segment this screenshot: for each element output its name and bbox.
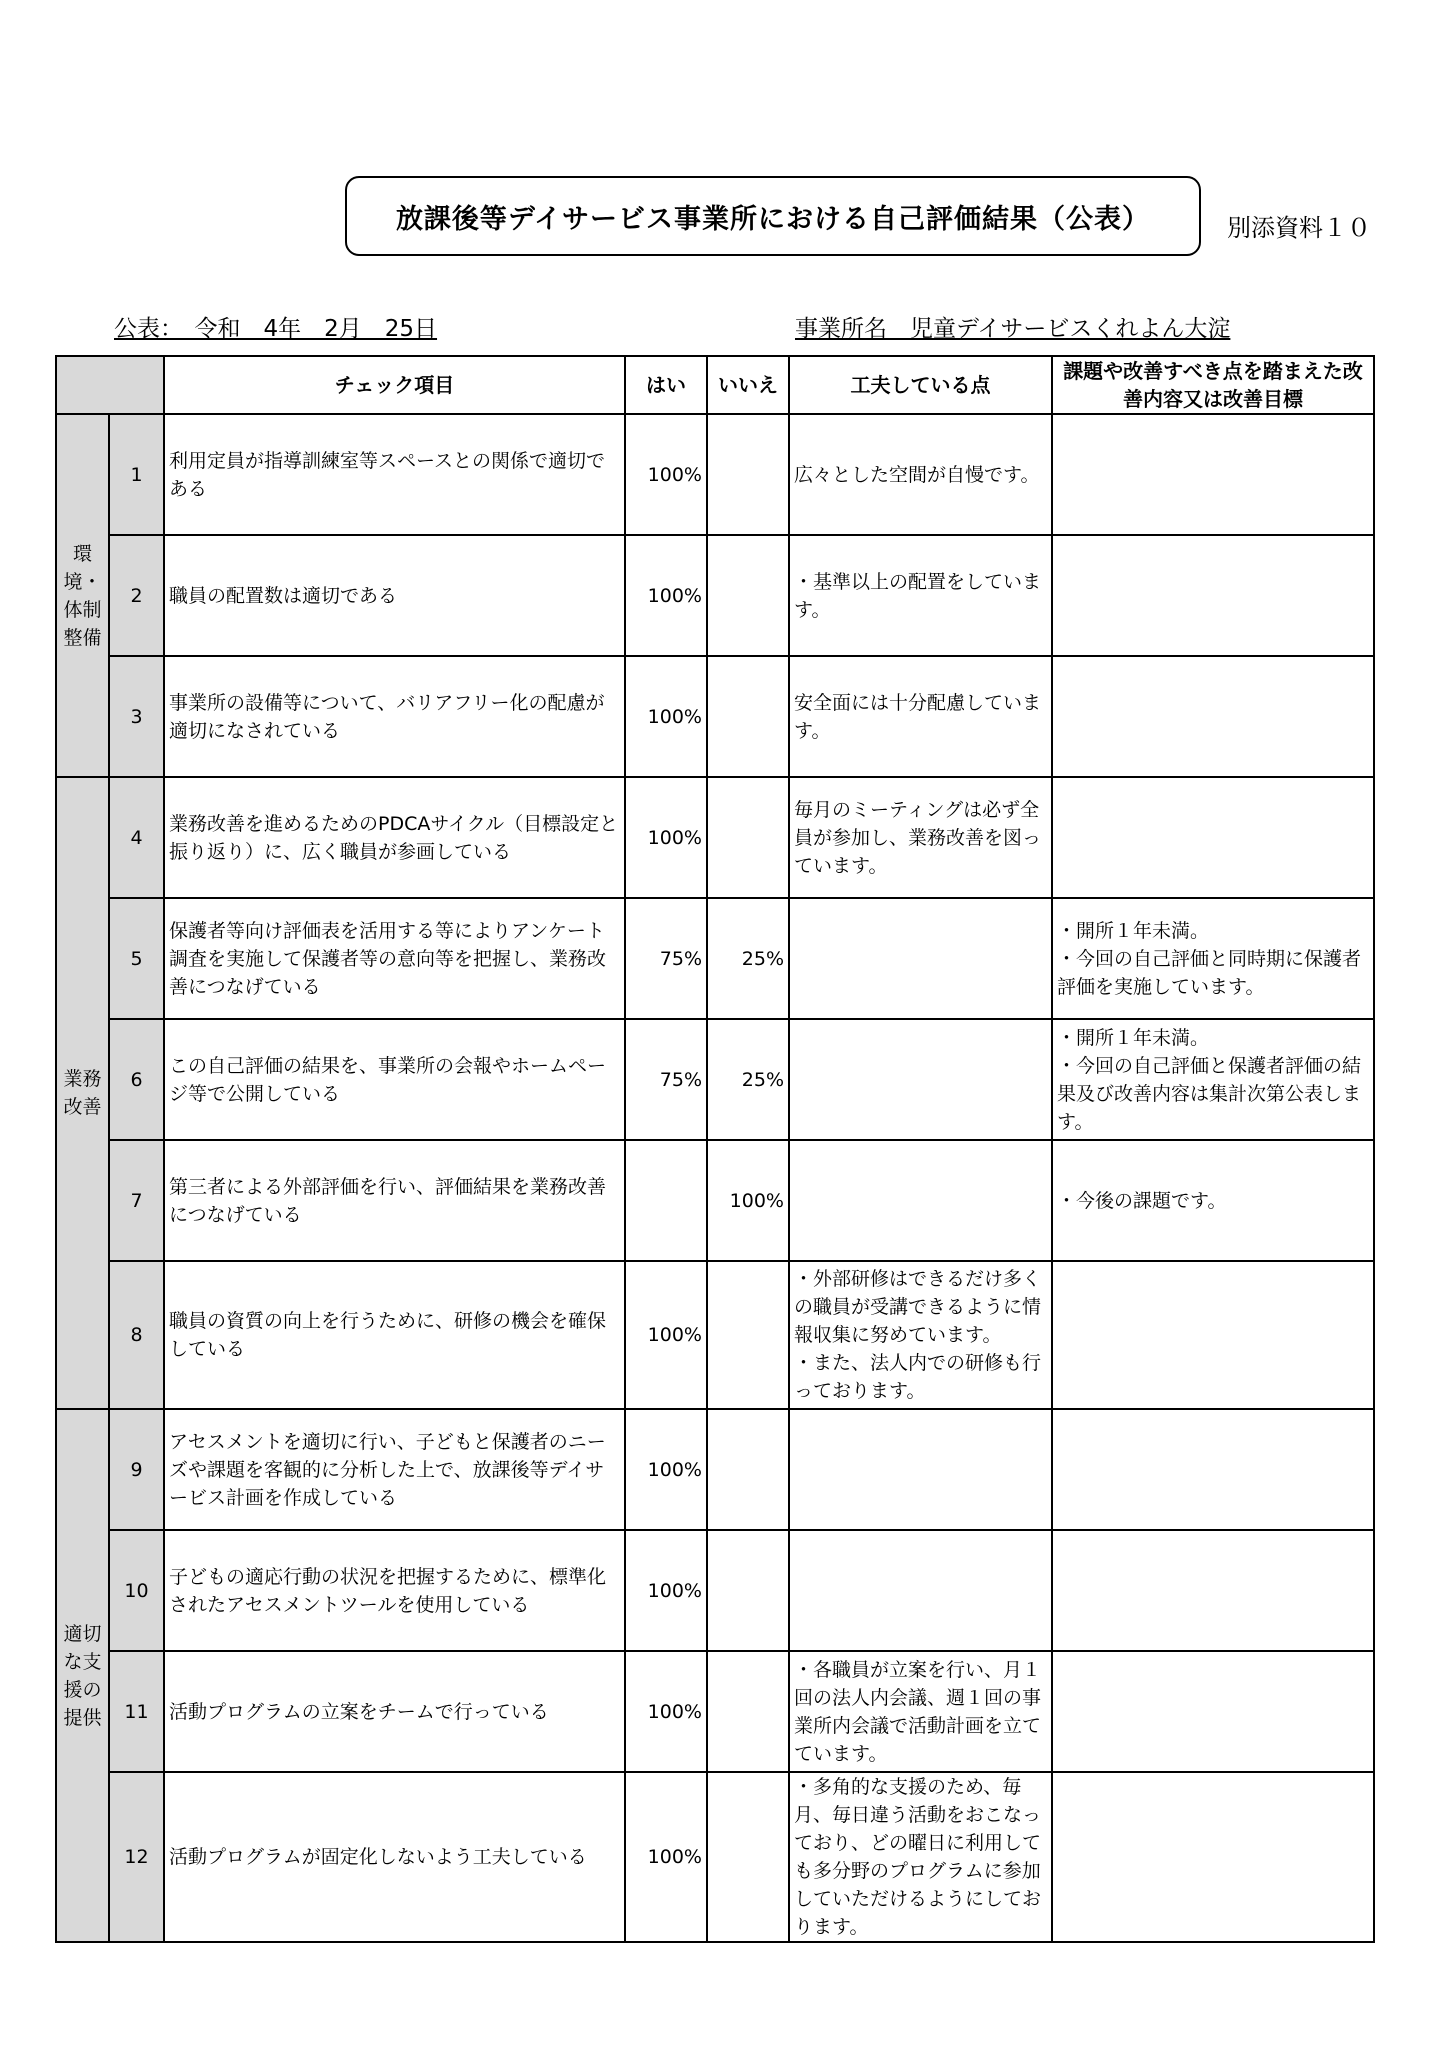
yes-percent: 100% — [625, 1651, 707, 1772]
no-percent — [707, 777, 789, 898]
improvement-note — [1052, 1772, 1374, 1942]
row-number: 1 — [109, 414, 164, 535]
header-effort: 工夫している点 — [789, 356, 1052, 414]
yes-percent: 100% — [625, 1261, 707, 1409]
check-item: 子どもの適応行動の状況を把握するために、標準化されたアセスメントツールを使用している — [164, 1530, 625, 1651]
improvement-note — [1052, 535, 1374, 656]
check-item: 職員の資質の向上を行うために、研修の機会を確保している — [164, 1261, 625, 1409]
yes-percent: 100% — [625, 535, 707, 656]
row-number: 2 — [109, 535, 164, 656]
category-environment: 環境・体制整備 — [56, 414, 109, 777]
effort-note: ・各職員が立案を行い、月１回の法人内会議、週１回の事業所内会議で活動計画を立てています。 — [789, 1651, 1052, 1772]
check-item: 活動プログラムの立案をチームで行っている — [164, 1651, 625, 1772]
no-percent — [707, 1409, 789, 1530]
no-percent: 100% — [707, 1140, 789, 1261]
check-item: アセスメントを適切に行い、子どもと保護者のニーズや課題を客観的に分析した上で、放課後等デイサービス計画を作成している — [164, 1409, 625, 1530]
table-row — [56, 777, 1374, 898]
improvement-note — [1052, 656, 1374, 777]
no-percent — [707, 1530, 789, 1651]
effort-note: 毎月のミーティングは必ず全員が参加し、業務改善を図っています。 — [789, 777, 1052, 898]
row-number: 5 — [109, 898, 164, 1019]
table-row — [56, 1530, 1374, 1651]
check-item: 利用定員が指導訓練室等スペースとの関係で適切である — [164, 414, 625, 535]
no-percent: 25% — [707, 1019, 789, 1140]
check-item: 第三者による外部評価を行い、評価結果を業務改善につなげている — [164, 1140, 625, 1261]
table-row — [56, 1772, 1374, 1942]
yes-percent: 100% — [625, 414, 707, 535]
improvement-note: ・開所１年未満。 ・今回の自己評価と保護者評価の結果及び改善内容は集計次第公表します。 — [1052, 1019, 1374, 1140]
check-item: 業務改善を進めるためのPDCAサイクル（目標設定と振り返り）に、広く職員が参画している — [164, 777, 625, 898]
header-check-item: チェック項目 — [164, 356, 625, 414]
row-number: 12 — [109, 1772, 164, 1942]
no-percent — [707, 1261, 789, 1409]
table-row — [56, 1019, 1374, 1140]
no-percent — [707, 656, 789, 777]
check-item: 保護者等向け評価表を活用する等によりアンケート調査を実施して保護者等の意向等を把握し、業務改善につなげている — [164, 898, 625, 1019]
yes-percent: 100% — [625, 656, 707, 777]
category-business-improvement: 業務改善 — [56, 777, 109, 1409]
table-row — [56, 1409, 1374, 1530]
check-item: 事業所の設備等について、バリアフリー化の配慮が適切になされている — [164, 656, 625, 777]
row-number: 8 — [109, 1261, 164, 1409]
effort-note: ・外部研修はできるだけ多くの職員が受講できるように情報収集に努めています。 ・また、法人内での研修も行っております。 — [789, 1261, 1052, 1409]
no-percent: 25% — [707, 898, 789, 1019]
improvement-note: ・今後の課題です。 — [1052, 1140, 1374, 1261]
row-number: 10 — [109, 1530, 164, 1651]
effort-note — [789, 898, 1052, 1019]
row-number: 6 — [109, 1019, 164, 1140]
yes-percent: 75% — [625, 898, 707, 1019]
header-yes: はい — [625, 356, 707, 414]
yes-percent: 75% — [625, 1019, 707, 1140]
row-number: 11 — [109, 1651, 164, 1772]
no-percent — [707, 414, 789, 535]
improvement-note — [1052, 1261, 1374, 1409]
row-number: 7 — [109, 1140, 164, 1261]
table-row — [56, 414, 1374, 535]
yes-percent: 100% — [625, 1409, 707, 1530]
no-percent — [707, 1772, 789, 1942]
check-item: 職員の配置数は適切である — [164, 535, 625, 656]
header-improvement: 課題や改善すべき点を踏まえた改善内容又は改善目標 — [1052, 356, 1374, 414]
effort-note: ・基準以上の配置をしています。 — [789, 535, 1052, 656]
no-percent — [707, 535, 789, 656]
yes-percent — [625, 1140, 707, 1261]
document-title: 放課後等デイサービス事業所における自己評価結果（公表） — [345, 176, 1201, 256]
improvement-note — [1052, 1651, 1374, 1772]
yes-percent: 100% — [625, 1530, 707, 1651]
table-row — [56, 1261, 1374, 1409]
facility-name: 事業所名 児童デイサービスくれよん大淀 — [795, 316, 1231, 342]
improvement-note — [1052, 414, 1374, 535]
self-evaluation-table — [55, 355, 1375, 1943]
improvement-note — [1052, 1530, 1374, 1651]
publish-date: 公表： 令和 4年 2月 25日 — [114, 316, 438, 342]
effort-note: ・多角的な支援のため、毎月、毎日違う活動をおこなっており、どの曜日に利用しても多分野のプログラムに参加していただけるようにしております。 — [789, 1772, 1052, 1942]
table-row — [56, 656, 1374, 777]
category-appropriate-support: 適切な支援の提供 — [56, 1409, 109, 1942]
header-corner — [56, 356, 164, 414]
effort-note — [789, 1140, 1052, 1261]
improvement-note — [1052, 1409, 1374, 1530]
check-item: この自己評価の結果を、事業所の会報やホームページ等で公開している — [164, 1019, 625, 1140]
effort-note — [789, 1530, 1052, 1651]
row-number: 9 — [109, 1409, 164, 1530]
header-no: いいえ — [707, 356, 789, 414]
appendix-label: 別添資料１０ — [1227, 214, 1371, 242]
check-item: 活動プログラムが固定化しないよう工夫している — [164, 1772, 625, 1942]
effort-note — [789, 1409, 1052, 1530]
yes-percent: 100% — [625, 777, 707, 898]
table-row — [56, 1651, 1374, 1772]
row-number: 4 — [109, 777, 164, 898]
yes-percent: 100% — [625, 1772, 707, 1942]
improvement-note — [1052, 777, 1374, 898]
effort-note: 安全面には十分配慮しています。 — [789, 656, 1052, 777]
table-row — [56, 1140, 1374, 1261]
table-row — [56, 535, 1374, 656]
no-percent — [707, 1651, 789, 1772]
effort-note: 広々とした空間が自慢です。 — [789, 414, 1052, 535]
table-row — [56, 898, 1374, 1019]
row-number: 3 — [109, 656, 164, 777]
table-header-row — [56, 356, 1374, 414]
effort-note — [789, 1019, 1052, 1140]
improvement-note: ・開所１年未満。 ・今回の自己評価と同時期に保護者評価を実施しています。 — [1052, 898, 1374, 1019]
